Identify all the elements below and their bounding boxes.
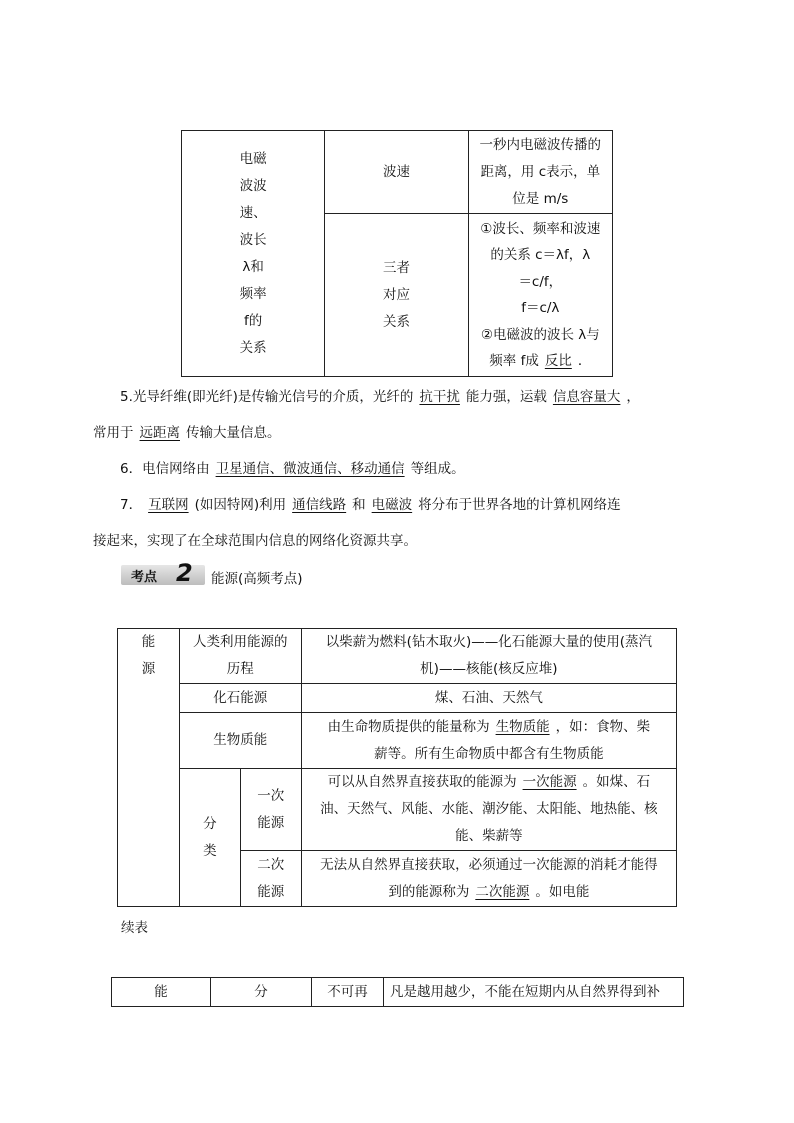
label-line: λ和 bbox=[242, 258, 264, 275]
desc-line: f＝c/λ bbox=[521, 300, 560, 316]
label-line: 能源 bbox=[257, 814, 285, 831]
relation-desc bbox=[468, 214, 612, 377]
cont-cell-3: 不可再 bbox=[312, 978, 384, 1007]
desc-line: ②电磁波的波长 λ与 bbox=[480, 326, 600, 343]
item-text: ， bbox=[626, 389, 640, 405]
bio-label: 生物质能 bbox=[179, 713, 301, 769]
text-prefix: 到的能源称为 bbox=[388, 883, 470, 900]
secondary-text bbox=[301, 851, 676, 907]
item-text: 6．电信网络由 bbox=[120, 461, 210, 477]
fill-blank-answer: 卫星通信、微波通信、移动通信 bbox=[215, 461, 405, 477]
label-line: 人类利用能源的 bbox=[193, 634, 288, 650]
fill-blank-answer: 通信线路 bbox=[292, 497, 347, 513]
energy-merged-label bbox=[118, 629, 180, 907]
energy-table bbox=[117, 628, 677, 907]
label-line: 历程 bbox=[226, 661, 254, 677]
item-7 bbox=[93, 488, 713, 522]
text-line bbox=[302, 714, 676, 741]
text-line bbox=[302, 769, 676, 796]
term-text: 波速 bbox=[382, 163, 410, 180]
item-text: 传输大量信息。 bbox=[186, 425, 281, 441]
item-5 bbox=[93, 380, 713, 414]
text-prefix: 由生命物质提供的能量称为 bbox=[327, 718, 490, 735]
desc-line: 位是 m/s bbox=[512, 190, 569, 207]
text-suffix: 。如煤、石 bbox=[582, 774, 651, 790]
class-label bbox=[179, 769, 240, 907]
term-line: 三者 bbox=[382, 259, 410, 276]
item-text: 5.光导纤维(即光纤)是传输光信号的介质，光纤的 bbox=[120, 389, 414, 405]
desc-line: ①波长、频率和波速 bbox=[480, 220, 601, 237]
item-6 bbox=[93, 452, 713, 486]
section-title: 能源(高频考点) bbox=[211, 571, 303, 587]
label-line: 分 bbox=[203, 815, 217, 832]
fill-blank-answer: 互联网 bbox=[148, 497, 189, 513]
label-line: 关系 bbox=[239, 339, 267, 356]
fill-blank-answer: 生物质能 bbox=[495, 718, 550, 735]
text-line: 油、天然气、风能、水能、潮汐能、太阳能、地热能、核 bbox=[320, 801, 658, 817]
text-line bbox=[302, 879, 676, 906]
label-line: 波长 bbox=[239, 231, 267, 248]
wave-merged-label-cell bbox=[182, 131, 325, 377]
wave-speed-term bbox=[325, 131, 468, 214]
secondary-label bbox=[240, 851, 301, 907]
label-line: 能源 bbox=[257, 883, 285, 900]
item-text: 等组成。 bbox=[410, 461, 465, 477]
item-7-line2 bbox=[93, 524, 713, 558]
text-line: 薪等。所有生命物质中都含有生物质能 bbox=[374, 745, 604, 762]
item-text: 能力强，运载 bbox=[465, 389, 547, 405]
text-prefix: 可以从自然界直接获取的能源为 bbox=[327, 774, 517, 790]
label-line: 一次 bbox=[257, 787, 285, 804]
desc-suffix: ． bbox=[577, 353, 592, 369]
item-text: 和 bbox=[352, 497, 366, 513]
desc-line: ＝c/f， bbox=[518, 273, 563, 290]
fossil-text: 煤、石油、天然气 bbox=[301, 684, 676, 713]
continued-label: 续表 bbox=[121, 920, 148, 936]
fill-blank-answer: 电磁波 bbox=[371, 497, 413, 513]
fill-blank-answer: 远距离 bbox=[139, 425, 180, 441]
item-5-line2 bbox=[93, 416, 713, 450]
text-line: 能、柴薪等 bbox=[455, 828, 523, 844]
relation-term bbox=[325, 214, 468, 377]
cont-cell-1: 能 bbox=[112, 978, 211, 1007]
text-suffix: 。如电能 bbox=[535, 883, 590, 900]
fill-blank-answer: 信息容量大 bbox=[552, 389, 621, 405]
text-line: 以柴薪为燃料(钻木取火)——化石能源大量的使用(蒸汽 bbox=[325, 634, 652, 650]
cont-cell-4: 凡是越用越少，不能在短期内从自然界得到补 bbox=[384, 978, 684, 1007]
item-text: 将分布于世界各地的计算机网络连 bbox=[418, 497, 621, 513]
badge-number: 2 bbox=[176, 559, 193, 587]
text-line: 机)——核能(核反应堆) bbox=[420, 661, 558, 677]
item-text: (如因特网)利用 bbox=[194, 497, 287, 513]
label-line: 波波 bbox=[239, 177, 267, 194]
primary-text bbox=[301, 769, 676, 851]
history-text bbox=[301, 629, 676, 684]
desc-prefix: 频率 f成 bbox=[489, 353, 539, 369]
desc-line: 距离，用 c表示，单 bbox=[480, 163, 601, 180]
item-text: 接起来，实现了在全球范围内信息的网络化资源共享。 bbox=[93, 533, 417, 549]
wave-relation-table bbox=[181, 130, 613, 377]
label-line: 类 bbox=[203, 842, 217, 859]
label-line: 速、 bbox=[239, 204, 267, 221]
energy-table-continued bbox=[111, 977, 684, 1007]
label-line: 电磁 bbox=[239, 150, 267, 167]
label-line: f的 bbox=[244, 312, 263, 329]
fill-blank-answer: 二次能源 bbox=[475, 883, 530, 900]
term-line: 对应 bbox=[382, 286, 410, 303]
history-label bbox=[179, 629, 301, 684]
label-line: 二次 bbox=[257, 856, 285, 873]
label-line: 频率 bbox=[239, 285, 267, 302]
badge-label: 考点 bbox=[131, 570, 158, 585]
label-line: 能 bbox=[141, 634, 156, 650]
text-suffix: ，如：食物、柴 bbox=[555, 718, 651, 735]
text-line: 无法从自然界直接获取，必须通过一次能源的消耗才能得 bbox=[320, 856, 658, 873]
fill-blank-answer: 反比 bbox=[544, 353, 572, 369]
label-line: 源 bbox=[141, 661, 156, 677]
item-text: 7． bbox=[120, 497, 143, 513]
term-line: 关系 bbox=[382, 313, 410, 330]
desc-line bbox=[469, 348, 612, 375]
wave-speed-desc bbox=[468, 131, 612, 214]
fossil-label: 化石能源 bbox=[179, 684, 301, 713]
bio-text bbox=[301, 713, 676, 769]
desc-line: 的关系 c＝λf，λ bbox=[490, 247, 591, 263]
section-badge bbox=[121, 559, 205, 587]
fill-blank-answer: 一次能源 bbox=[522, 774, 577, 790]
fill-blank-answer: 抗干扰 bbox=[419, 389, 460, 405]
cont-cell-2: 分 bbox=[211, 978, 312, 1007]
desc-line: 一秒内电磁波传播的 bbox=[479, 136, 602, 153]
item-text: 常用于 bbox=[93, 425, 134, 441]
primary-label bbox=[240, 769, 301, 851]
